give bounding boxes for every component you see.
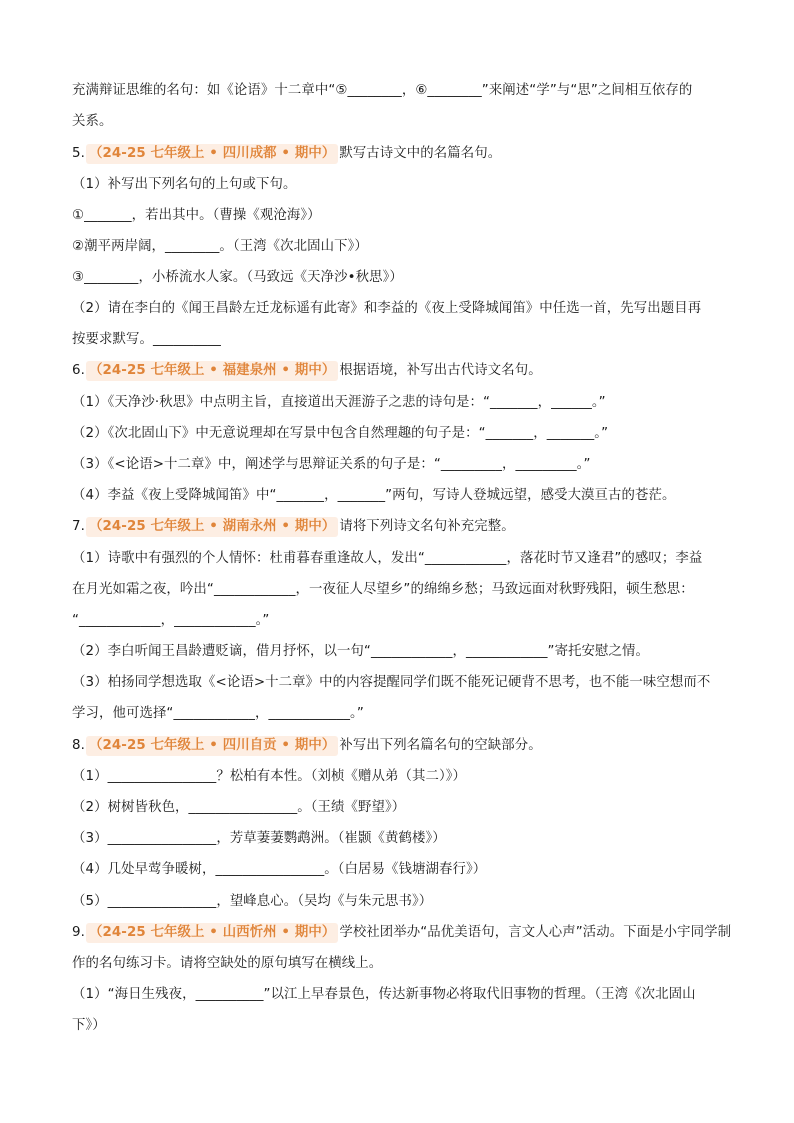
question-prompt: 根据语境，补写出古代诗文名句。	[339, 363, 542, 378]
question-9-heading	[72, 923, 732, 943]
text-line: （1）诗歌中有强烈的个人情怀：杜甫暮春重逢故人，发出“____________，落花时节又逢君”的感叹；李益	[72, 551, 703, 566]
text-line: 学习，他可选择“____________，____________。”	[72, 706, 364, 721]
text-line: （4）李益《夜上受降城闻笛》中“_______，_______”两句，写诗人登城远望，感受大漠亘古的苍茫。	[72, 488, 676, 503]
question-number: 5.	[72, 146, 85, 161]
text-line: （1）“海日生残夜，__________”以江上早春景色，传达新事物必将取代旧事物的哲理。（王湾《次北固山	[72, 987, 696, 1002]
text-line: ②潮平两岸阔，________。（王湾《次北固山下》）	[72, 239, 368, 254]
question-number: 6.	[72, 363, 85, 378]
text-line: （1）《天净沙·秋思》中点明主旨，直接道出天涯游子之悲的诗句是：“_______，______。”	[72, 395, 606, 410]
text-line: “____________，____________。”	[72, 613, 270, 628]
text-line: （1）补写出下列名句的上句或下句。	[72, 177, 297, 192]
source-tag: （24-25 七年级上 • 福建泉州 • 期中）	[86, 361, 338, 381]
text-line: （4）几处早莺争暖树，________________。（白居易《钱塘湖春行》）	[72, 862, 487, 877]
text-line: 按要求默写。__________	[72, 332, 221, 347]
source-tag: （24-25 七年级上 • 山西忻州 • 期中）	[86, 923, 338, 943]
text-line: （3）柏扬同学想选取《<论语>十二章》中的内容提醒同学们既不能死记硬背不思考，也不能一味空想而不	[72, 675, 711, 690]
text-line: 关系。	[72, 114, 113, 129]
text-line: （3）________________，芳草萋萋鹦鹉洲。（崔颢《黄鹤楼》）	[72, 831, 446, 846]
text-line: （2）树树皆秋色，________________。（王绩《野望》）	[72, 800, 406, 815]
text-line: （2）李白听闻王昌龄遭贬谪，借月抒怀，以一句“____________，____________”寄托安慰之情。	[72, 644, 650, 659]
question-number: 9.	[72, 925, 85, 940]
source-tag: （24-25 七年级上 • 湖南永州 • 期中）	[86, 517, 338, 537]
question-prompt: 默写古诗文中的名篇名句。	[339, 146, 502, 161]
text-line: （3）《<论语>十二章》中，阐述学与思辩证关系的句子是：“_________，_________。”	[72, 457, 591, 472]
text-line: （1）________________？松柏有本性。（刘桢《赠从弟（其二）》）	[72, 769, 467, 784]
text-line: （2）《次北固山下》中无意说理却在写景中包含自然理趣的句子是：“_______，_______。”	[72, 426, 609, 441]
question-prompt: 学校社团举办“品优美语句，言文人心声”活动。下面是小宇同学制	[339, 925, 732, 940]
text-line: 在月光如霜之夜，吟出“____________，一夜征人尽望乡”的绵绵乡愁；马致远面对秋野残阳，顿生愁思：	[72, 582, 694, 597]
text-line: 下》）	[72, 1018, 106, 1033]
question-6-heading	[72, 361, 732, 381]
text-line: （5）________________，望峰息心。（吴均《与朱元思书》）	[72, 894, 433, 909]
question-number: 7.	[72, 519, 85, 534]
question-5-heading	[72, 144, 732, 164]
text-line: 充满辩证思维的名句：如《论语》十二章中“⑤________，⑥________”来阐述“学”与“思”之间相互依存的	[72, 83, 693, 98]
text-line: （2）请在李白的《闻王昌龄左迁龙标遥有此寄》和李益的《夜上受降城闻笛》中任选一首，先写出题目再	[72, 301, 702, 316]
source-tag: （24-25 七年级上 • 四川成都 • 期中）	[86, 144, 338, 164]
text-line: ③________，小桥流水人家。（马致远《天净沙•秋思》）	[72, 270, 403, 285]
question-7-heading	[72, 517, 732, 537]
question-8-heading	[72, 736, 732, 756]
question-prompt: 补写出下列名篇名句的空缺部分。	[339, 738, 542, 753]
question-number: 8.	[72, 738, 85, 753]
question-prompt: 请将下列诗文名句补充完整。	[339, 519, 515, 534]
text-line: 作的名句练习卡。请将空缺处的原句填写在横线上。	[72, 956, 383, 971]
text-line: ①_______，若出其中。（曹操《观沧海》）	[72, 208, 321, 223]
source-tag: （24-25 七年级上 • 四川自贡 • 期中）	[86, 736, 338, 756]
